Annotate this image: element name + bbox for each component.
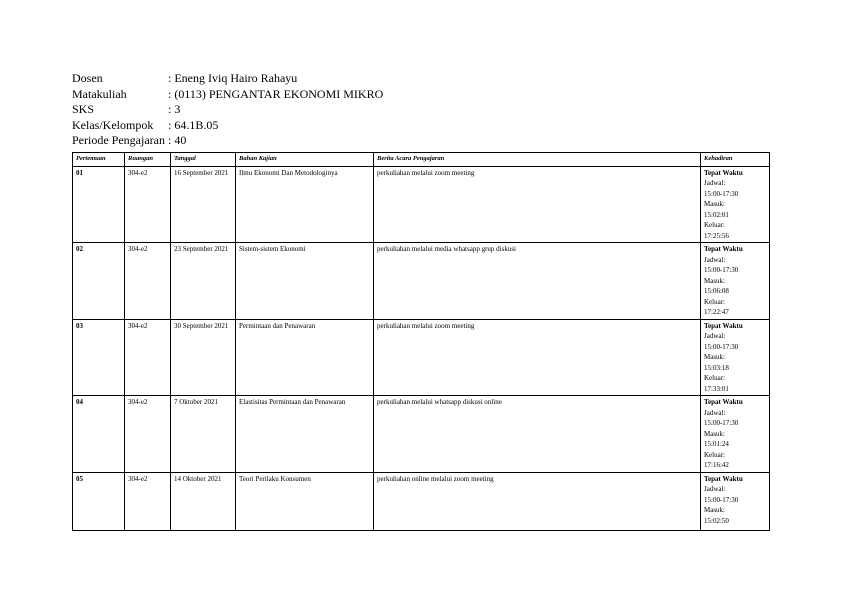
keluar-label: Keluar: — [704, 297, 725, 306]
keluar-value: 17:25:56 — [704, 231, 729, 240]
cell-bahan-kajian: Permintaan dan Penawaran — [236, 319, 374, 396]
info-label: Kelas/Kelompok — [72, 117, 154, 132]
cell-ruangan: 304-e2 — [125, 319, 171, 396]
info-value: : (0113) PENGANTAR EKONOMI MIKRO — [168, 86, 384, 101]
jadwal-label: Jadwal: — [704, 332, 726, 340]
table-header-row — [73, 153, 770, 167]
cell-berita-acara: perkuliahan melalui zoom meeting — [374, 166, 701, 243]
jadwal-value: 15:00-17:30 — [704, 189, 739, 198]
cell-ruangan: 304-e2 — [125, 243, 171, 320]
jadwal-label: Jadwal: — [704, 408, 726, 417]
cell-tanggal: 14 Oktober 2021 — [171, 472, 236, 530]
masuk-value: 15:01:24 — [704, 440, 729, 448]
cell-berita-acara: perkuliahan online melalui zoom meeting — [374, 472, 701, 530]
table-row — [73, 319, 770, 396]
info-value: : 3 — [168, 102, 181, 116]
info-row-dosen — [72, 71, 383, 87]
keluar-value: 17:22:47 — [704, 308, 729, 316]
cell-pertemuan: 01 — [73, 166, 125, 243]
info-value: : Eneng Iviq Hairo Rahayu — [168, 71, 298, 85]
cell-pertemuan: 02 — [73, 243, 125, 320]
masuk-label: Masuk: — [704, 353, 725, 361]
jadwal-value: 15:00-17:30 — [704, 419, 739, 427]
masuk-label: Masuk: — [704, 506, 725, 514]
cell-ruangan: 304-e2 — [125, 472, 171, 530]
column-header: Berita Acara Pengajaran — [374, 153, 701, 167]
attendance-status: Tepat Waktu — [704, 245, 743, 253]
table-row — [73, 396, 770, 473]
cell-bahan-kajian: Teori Perilaku Konsumen — [236, 472, 374, 530]
masuk-label: Masuk: — [704, 276, 725, 285]
cell-kehadiran — [701, 319, 770, 396]
info-row-sks — [72, 102, 383, 118]
info-label: Matakuliah — [72, 86, 127, 101]
cell-kehadiran — [701, 166, 770, 243]
cell-pertemuan: 04 — [73, 396, 125, 473]
jadwal-value: 15:00-17:30 — [704, 342, 739, 351]
info-value: : 64.1B.05 — [168, 117, 219, 132]
attendance-status: Tepat Waktu — [704, 398, 743, 406]
attendance-table — [72, 152, 770, 531]
cell-berita-acara: perkuliahan melalui zoom meeting — [374, 319, 701, 396]
masuk-value: 15:02:50 — [704, 516, 729, 525]
info-label: Dosen — [72, 71, 103, 85]
keluar-value: 17:33:01 — [704, 384, 729, 393]
cell-kehadiran — [701, 472, 770, 530]
info-row-kelas — [72, 118, 383, 134]
keluar-value: 17:16:42 — [704, 461, 729, 469]
cell-tanggal: 23 September 2021 — [171, 243, 236, 320]
masuk-value: 15:03:18 — [704, 363, 729, 372]
jadwal-label: Jadwal: — [704, 255, 726, 264]
cell-kehadiran — [701, 396, 770, 473]
cell-ruangan: 304-e2 — [125, 166, 171, 243]
cell-bahan-kajian: Ilmu Ekonomi Dan Metodologinya — [236, 166, 374, 243]
info-row-periode — [72, 133, 383, 149]
cell-bahan-kajian: Sistem-sistem Ekonomi — [236, 243, 374, 320]
keluar-label: Keluar: — [704, 374, 725, 382]
cell-berita-acara: perkuliahan melalui media whatsapp grup diskusi — [374, 243, 701, 320]
column-header: Ruangan — [125, 153, 171, 167]
info-label: Periode Pengajaran — [72, 133, 165, 147]
keluar-label: Keluar: — [704, 221, 725, 229]
cell-pertemuan: 05 — [73, 472, 125, 530]
attendance-status: Tepat Waktu — [704, 474, 743, 483]
info-label: SKS — [72, 102, 95, 116]
cell-berita-acara: perkuliahan melalui whatsapp diskusi online — [374, 396, 701, 473]
attendance-status: Tepat Waktu — [704, 321, 743, 330]
masuk-label: Masuk: — [704, 200, 725, 208]
info-value: : 40 — [168, 133, 187, 147]
masuk-value: 15:02:01 — [704, 210, 729, 219]
cell-tanggal: 7 Oktober 2021 — [171, 396, 236, 473]
info-row-matakuliah — [72, 87, 383, 103]
masuk-label: Masuk: — [704, 429, 725, 438]
jadwal-label: Jadwal: — [704, 485, 726, 493]
table-row — [73, 243, 770, 320]
table-row — [73, 472, 770, 530]
masuk-value: 15:06:08 — [704, 287, 729, 295]
jadwal-value: 15:00-17:30 — [704, 495, 739, 504]
cell-kehadiran — [701, 243, 770, 320]
column-header: Pertemuan — [73, 153, 125, 167]
cell-pertemuan: 03 — [73, 319, 125, 396]
cell-tanggal: 16 September 2021 — [171, 166, 236, 243]
keluar-label: Keluar: — [704, 450, 725, 459]
course-info — [72, 71, 383, 149]
column-header: Tanggal — [171, 153, 236, 167]
cell-bahan-kajian: Elastisitas Permintaan dan Penawaran — [236, 396, 374, 473]
cell-ruangan: 304-e2 — [125, 396, 171, 473]
jadwal-value: 15:00-17:30 — [704, 266, 739, 274]
table-row — [73, 166, 770, 243]
column-header: Kehadiran — [701, 153, 770, 167]
cell-tanggal: 30 September 2021 — [171, 319, 236, 396]
column-header: Bahan Kajian — [236, 153, 374, 167]
jadwal-label: Jadwal: — [704, 179, 726, 187]
attendance-status: Tepat Waktu — [704, 168, 743, 177]
